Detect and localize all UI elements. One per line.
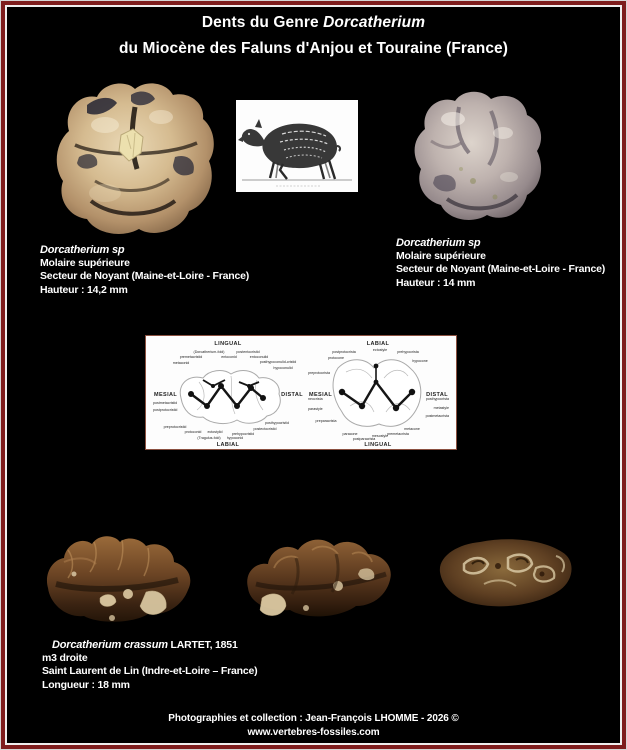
chevrotain-engraving	[236, 100, 358, 192]
measurement: Longueur : 18 mm	[42, 678, 130, 691]
locality: Secteur de Noyant (Maine-et-Loire - France)	[40, 270, 250, 283]
feature-label: hypocone	[412, 359, 428, 363]
species-name: Dorcatherium sp	[396, 237, 481, 249]
title-genus: Dorcatherium	[323, 14, 426, 31]
caption-lower	[42, 639, 257, 692]
orientation-label: MESIAL	[154, 392, 178, 398]
lower-molar-diagram	[151, 336, 306, 449]
feature-label: prehypocristid	[231, 432, 255, 436]
orientation-label: LABIAL	[216, 442, 240, 448]
measurement: Hauteur : 14,2 mm	[40, 283, 128, 296]
website-url: www.vertebres-fossiles.com	[247, 726, 380, 738]
upper-molar-diagram	[306, 336, 451, 449]
feature-label: ectostylid	[207, 430, 223, 434]
measurement: Hauteur : 14 mm	[396, 276, 476, 289]
species-line	[52, 639, 257, 652]
tooth-photo-lower-middle	[240, 524, 403, 630]
species-authority: LARTET, 1851	[170, 639, 238, 651]
feature-label: hypoconulid	[273, 366, 293, 370]
feature-label: preprotocristid	[163, 425, 187, 429]
feature-label: postentocristid	[236, 350, 260, 354]
feature-label: postprotocristid	[153, 408, 178, 412]
locality: Saint Laurent de Lin (Indre-et-Loire – France)	[42, 665, 258, 678]
caption-upper-left	[40, 244, 249, 297]
title-line-2: du Miocène des Faluns d'Anjou et Touraine (France)	[118, 40, 509, 57]
tooth-photo-lower-right	[424, 528, 582, 612]
feature-label: ectostyle	[372, 348, 388, 352]
feature-label: postmetacristid	[153, 401, 178, 405]
feature-label: postprotocrista	[332, 350, 356, 354]
orientation-label: LINGUAL	[364, 442, 392, 448]
orientation-label: DISTAL	[281, 392, 303, 398]
feature-label: entoconid	[221, 355, 237, 359]
feature-label: parastyle	[308, 407, 323, 411]
tooth-photo-upper-left	[35, 73, 223, 243]
feature-label: prehypocrista	[397, 350, 419, 354]
feature-label: neocrista	[308, 397, 323, 401]
species-name: Dorcatherium sp	[40, 244, 125, 256]
orientation-label: DISTAL	[426, 392, 448, 398]
tooth-photo-upper-right	[395, 81, 548, 232]
chevrotain-illustration-panel	[236, 100, 358, 192]
feature-label: protocone	[328, 356, 344, 360]
caption-upper-right	[396, 237, 605, 290]
tooth-type: m3 droite	[42, 652, 88, 665]
tooth-type: Molaire supérieure	[40, 257, 130, 270]
orientation-label: LABIAL	[366, 341, 390, 347]
feature-label: posthypocrista	[425, 397, 449, 401]
feature-label: metacone	[404, 427, 420, 431]
feature-label: postparacrista	[352, 437, 376, 441]
title-prefix: Dents du Genre	[201, 14, 319, 31]
feature-label: paracone	[342, 432, 358, 436]
footer-credit	[0, 712, 627, 739]
feature-label: preparacrista	[315, 419, 337, 423]
feature-label: (Dorcatherium-fold)	[193, 350, 225, 354]
feature-label: postmetacrista	[425, 414, 449, 418]
tooth-photo-lower-left	[38, 528, 198, 628]
feature-label: (Tragulus-fold)	[197, 436, 221, 440]
title-line-1	[0, 10, 627, 36]
feature-label: metastyle	[433, 406, 449, 410]
orientation-label: LINGUAL	[214, 341, 242, 347]
feature-label: posthypoconulid-cristid	[259, 360, 297, 364]
credit-line: Photographies et collection : Jean-François LHOMME - 2026 ©	[168, 713, 459, 724]
feature-label: postectocristid	[253, 427, 277, 431]
tooth-anatomy-diagram-panel	[145, 335, 457, 450]
feature-label: protoconid	[184, 430, 202, 434]
feature-label: metaconid	[172, 361, 190, 365]
feature-label: mesostyle	[371, 434, 389, 438]
feature-label: entoconulid	[249, 355, 269, 359]
feature-label: premetacristid	[179, 355, 203, 359]
species-name: Dorcatherium crassum	[52, 639, 168, 651]
tooth-type: Molaire supérieure	[396, 250, 486, 263]
feature-label: hypoconid	[226, 436, 244, 440]
feature-label: premetacrista	[387, 432, 409, 436]
locality: Secteur de Noyant (Maine-et-Loire - France)	[396, 263, 606, 276]
feature-label: posthypocristid	[265, 421, 289, 425]
feature-label: preprotocrista	[308, 371, 330, 375]
orientation-label: MESIAL	[309, 392, 333, 398]
page-title	[0, 10, 627, 62]
